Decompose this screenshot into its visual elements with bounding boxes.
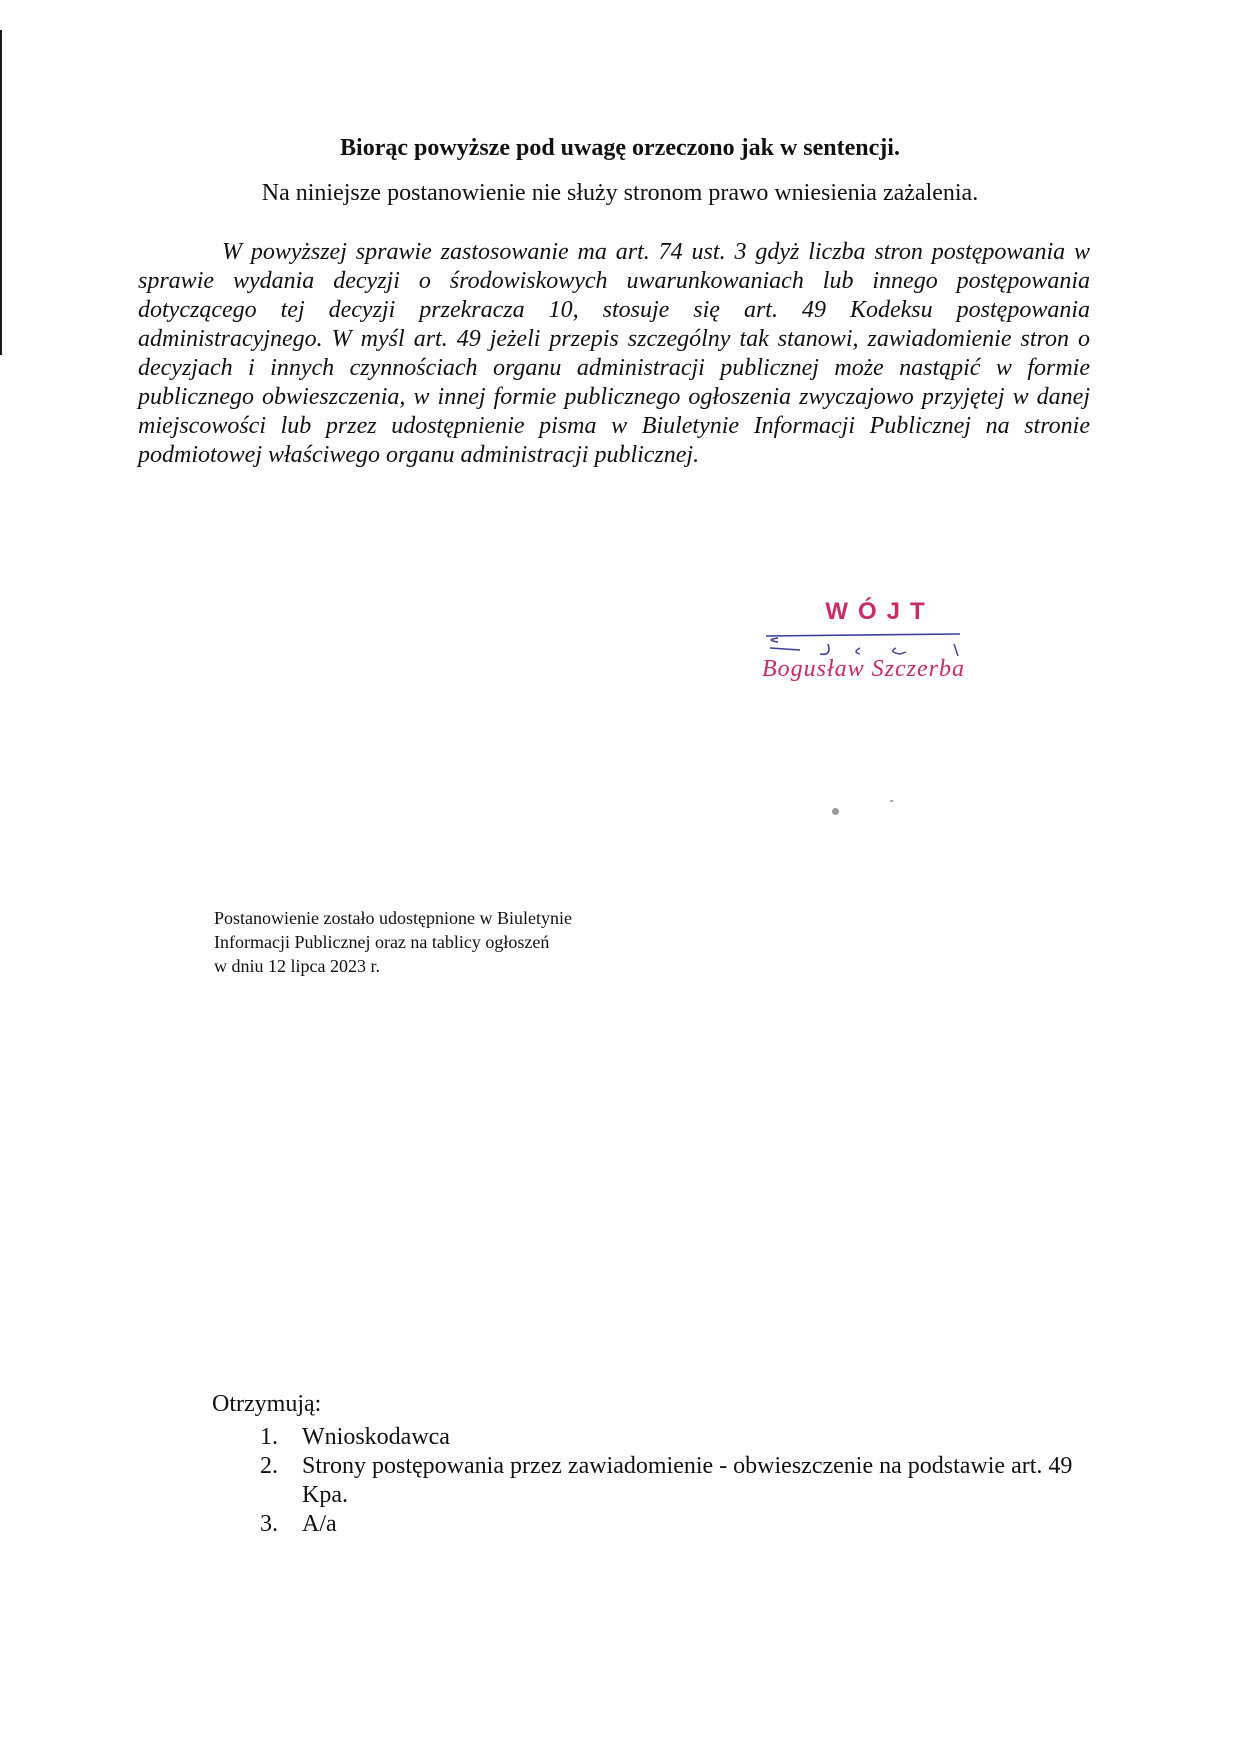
legal-basis-paragraph: W powyższej sprawie zastosowanie ma art. 74 ust. 3 gdyż liczba stron postępowania w sprawie wydania decyzji o środowiskowych uwarunkowaniach lub innego postępowania dotyczącego tej decyzji przekracza 10, stosuje się art. 49 Kodeksu postępowania administracyjnego. W myśl art. 49 jeżeli przepis szczególny tak stanowi, zawiadomienie stron o decyzjach i innych czynnościach organu administracji publicznej może nastąpić w formie publicznego obwieszczenia, w innej formie publicznego ogłoszenia zwyczajowo przyjętej w danej miejscowości lub przez udostępnienie pisma w Biuletynie Informacji Publicznej na stronie podmiotowej właściwego organu administracji publicznej. xyxy=(138,239,1090,468)
stamp-title: WÓJT xyxy=(825,598,935,625)
recipient-item: 2. Strony postępowania przez zawiadomienie - obwieszczenie na podstawie art. 49 Kpa. xyxy=(284,1452,1112,1510)
stamp-name: Bogusław Szczerba xyxy=(762,656,965,682)
recipients-section xyxy=(212,1390,1112,1539)
publication-note xyxy=(214,906,644,978)
official-stamp xyxy=(760,598,1010,688)
recipient-item: 3. A/a xyxy=(284,1510,1112,1539)
publication-note-line: w dniu 12 lipca 2023 r. xyxy=(214,956,380,976)
scan-speck xyxy=(832,808,839,815)
conclusion-heading: Biorąc powyższe pod uwagę orzeczono jak w sentencji. xyxy=(340,135,900,161)
recipient-item: 1. Wnioskodawca xyxy=(284,1423,1112,1452)
publication-note-line: Postanowienie zostało udostępnione w Biuletynie xyxy=(214,908,572,928)
scan-speck xyxy=(890,800,893,802)
appeal-notice: Na niniejsze postanowienie nie służy stronom prawo wniesienia zażalenia. xyxy=(261,180,979,206)
recipients-list xyxy=(212,1423,1112,1539)
recipients-title: Otrzymują: xyxy=(212,1391,322,1417)
publication-note-line: Informacji Publicznej oraz na tablicy ogłoszeń xyxy=(214,932,550,952)
